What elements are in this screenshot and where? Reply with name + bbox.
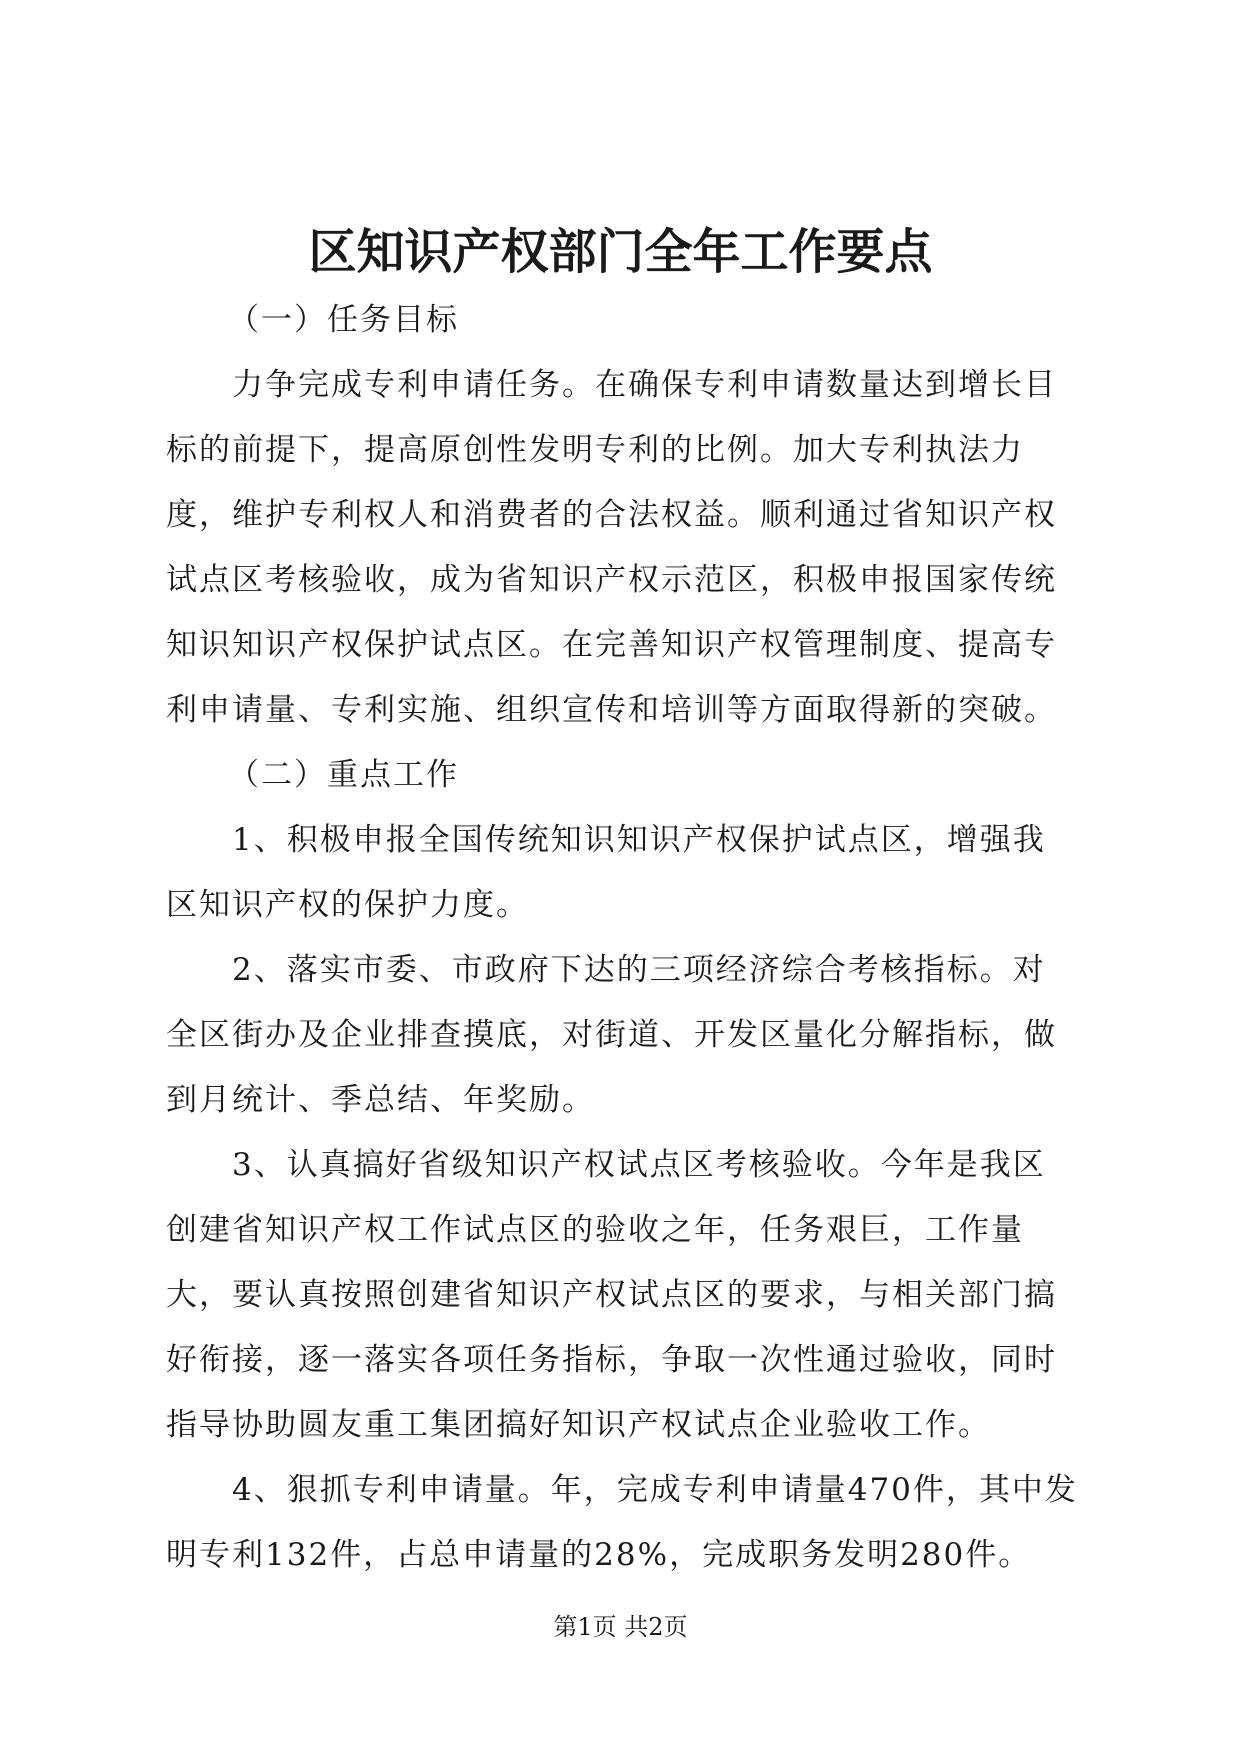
paragraph: 1、积极申报全国传统知识知识产权保护试点区，增强我区知识产权的保护力度。 bbox=[166, 822, 1046, 923]
document-body bbox=[166, 288, 1078, 1588]
paragraph: 力争完成专利申请任务。在确保专利申请数量达到增长目标的前提下，提高原创性发明专利的比例。加大专利执法力度，维护专利权人和消费者的合法权益。顺利通过省知识产权试点区考核验收，成为省知识产权示范区，积极申报国家传统知识知识产权保护试点区。在完善知识产权管理制度、提高专利申请量、专利实施、组织宣传和培训等方面取得新的突破。 bbox=[166, 367, 1057, 728]
paragraph: 2、落实市委、市政府下达的三项经济综合考核指标。对全区街办及企业排查摸底，对街道、开发区量化分解指标，做到月统计、季总结、年奖励。 bbox=[166, 952, 1057, 1118]
section-heading: （二）重点工作 bbox=[228, 757, 459, 793]
page-title: 区知识产权部门全年工作要点 bbox=[308, 224, 933, 280]
paragraph: 4、狠抓专利申请量。年，完成专利申请量470件，其中发明专利132件，占总申请量的28%，完成职务发明280件。 bbox=[166, 1472, 1078, 1573]
page-number: 第1页 共2页 bbox=[553, 1613, 688, 1641]
paragraph: 3、认真搞好省级知识产权试点区考核验收。今年是我区创建省知识产权工作试点区的验收之年，任务艰巨，工作量大，要认真按照创建省知识产权试点区的要求，与相关部门搞好衔接，逐一落实各项任务指标，争取一次性通过验收，同时指导协助圆友重工集团搞好知识产权试点企业验收工作。 bbox=[166, 1147, 1057, 1443]
section-heading: （一）任务目标 bbox=[228, 302, 459, 338]
